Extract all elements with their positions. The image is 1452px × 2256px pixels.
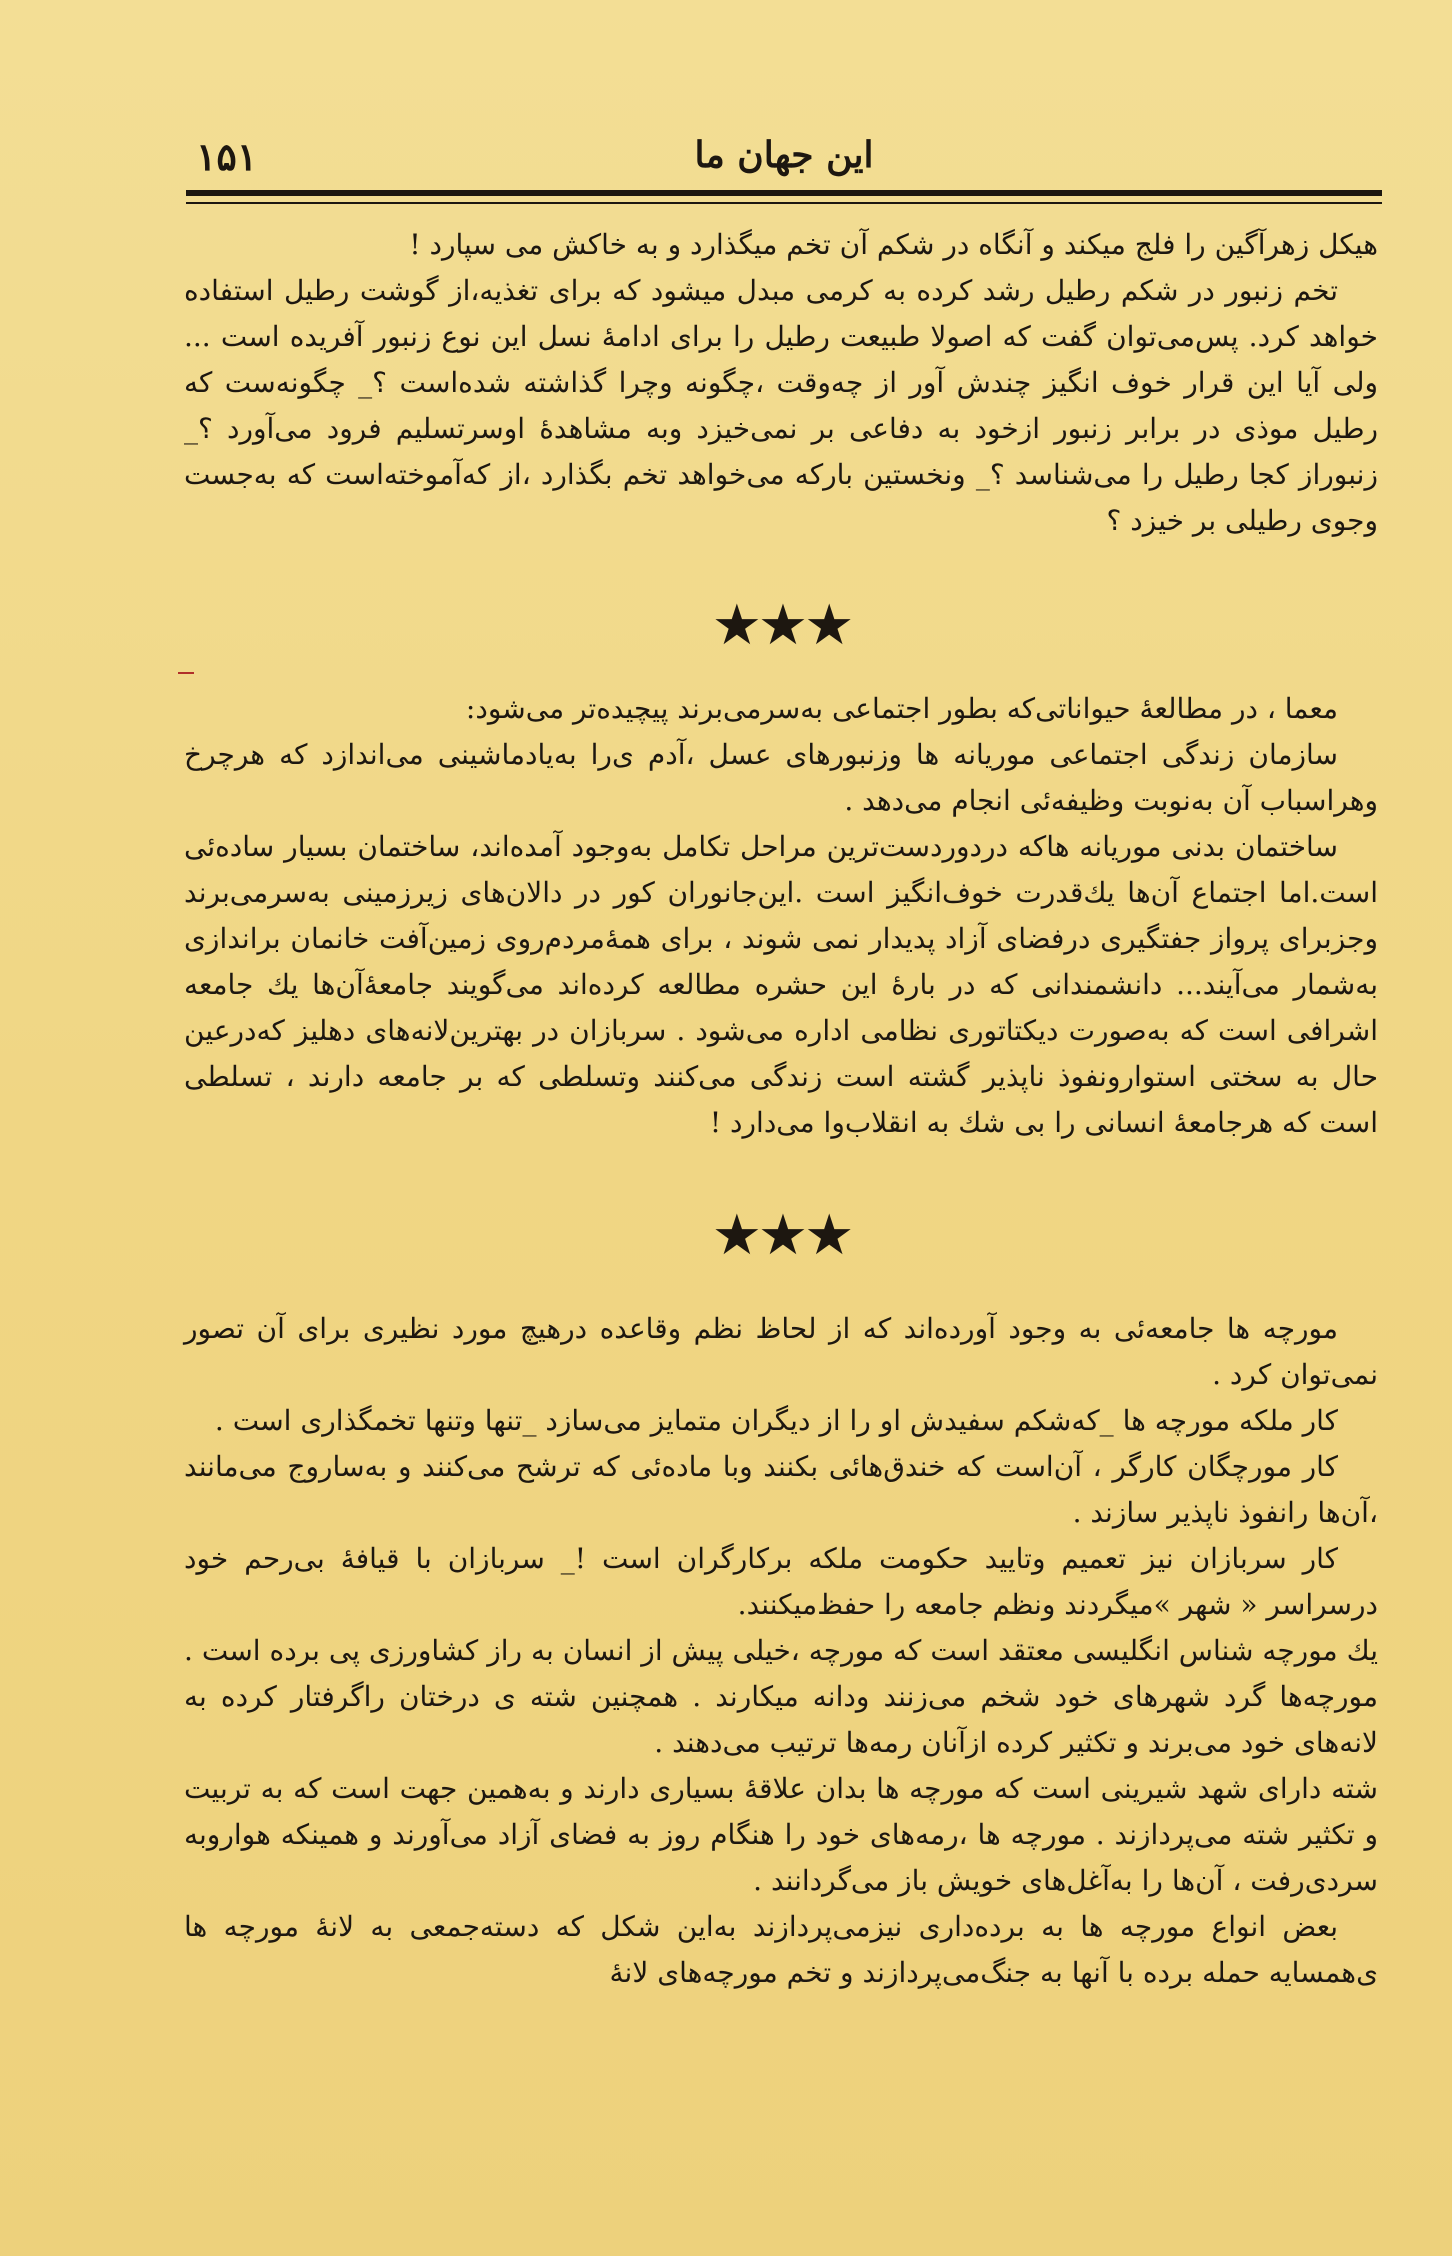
paragraph: تخم زنبور در شکم رطیل رشد کرده به کرمی مبدل میشود که برای تغذیه،از گوشت رطیل استفاده خواهد کرد. پس‌می‌توان گفت که اصولا طبیعت رطیل را برای ادامهٔ نسل این نوع زنبور آفریده است ... ولی آیا این قرار خوف انگیز چندش آور از چه‌وقت ،چگونه وچرا گذاشته شده‌است ؟_ چگونه‌ست که رطیل موذی در برابر زنبور ازخود به دفاعی بر نمی‌خیزد وبه مشاهدهٔ اوسرتسلیم فرود می‌آورد ؟_ زنبوراز کجا رطیل را می‌شناسد ؟_ ونخستین بارکه می‌خواهد تخم بگذارد ،از که‌آموخته‌است که به‌جست وجوی رطیلی بر خیزد ؟: [184, 274, 1378, 537]
paragraph: مورچه ها جامعه‌ئی به وجود آورده‌اند که از لحاظ نظم وقاعده درهیچ مورد نظیری برای آن تصور نمی‌توان کرد .: [184, 1312, 1378, 1391]
header-rule-thin: [186, 202, 1382, 204]
page-number: ۱۵۱: [196, 134, 258, 179]
section-separator-stars: ★★★: [711, 1203, 851, 1268]
body-text: [184, 222, 1378, 1996]
paragraph: هیکل زهرآگین را فلج میکند و آنگاه در شکم آن تخم میگذارد و به خاکش می سپارد !: [409, 228, 1378, 261]
paragraph: بعض انواع مورچه ها به برده‌داری نیزمی‌پردازند به‌این شکل که دسته‌جمعی به لانهٔ مورچه ها ی‌همسایه حمله برده با آنها به جنگ‌می‌پردازند و تخم مورچه‌های لانهٔ: [184, 1910, 1378, 1989]
paragraph: سازمان زندگی اجتماعی موریانه ها وزنبورهای عسل ،آدم ی‌را به‌یادماشینی می‌اندازد که هرچرخ وهراسباب آن به‌نوبت وظیفه‌ئی انجام می‌دهد .: [184, 738, 1378, 817]
paragraph: کار سربازان نیز تعمیم وتایید حکومت ملکه برکارگران است !_ سربازان با قیافهٔ بی‌رحم خود درسراسر « شهر »میگردند ونظم جامعه را حفظ‌میکنند.: [184, 1542, 1378, 1621]
running-title: این جهان ما: [694, 134, 874, 176]
paragraph: کار مورچگان کارگر ، آن‌است که خندق‌هائی بکنند وبا ماده‌ئی که ترشح می‌کنند و به‌ساروج می‌مانند ،آن‌ها رانفوذ ناپذیر سازند .: [184, 1450, 1378, 1529]
paragraph: کار ملکه مورچه ها _که‌شکم سفیدش او را از دیگران متمایز می‌سازد _تنها وتنها تخمگذاری است .: [214, 1404, 1338, 1437]
section-separator-stars: ★★★: [711, 593, 851, 658]
paragraph: ساختمان بدنی موریانه هاکه دردوردست‌ترین مراحل تکامل به‌وجود آمده‌اند، ساختمان بسیار ساده‌ئی است.اما اجتماع آن‌ها یك‌قدرت خوف‌انگیز است .این‌جانوران کور در دالان‌های زیرزمینی به‌سرمی‌برند وجزبرای پرواز جفتگیری درفضای آزاد پدیدار نمی شوند ، برای همهٔ‌مردم‌روی زمین‌آفت خانمان براندازی به‌شمار می‌آیند... دانشمندانی که در بارهٔ این حشره مطالعه کرده‌اند می‌گویند جامعهٔ‌آن‌ها یك جامعه اشرافی است که به‌صورت دیکتاتوری نظامی اداره می‌شود . سربازان در بهترین‌لانه‌های دهلیز که‌درعین حال به سختی استوارونفوذ ناپذیر گشته است زندگی می‌کنند وتسلطی که بر جامعه دارند ، تسلطی است که هرجامعهٔ انسانی را بی شك به انقلاب‌وا می‌دارد !: [184, 830, 1379, 1139]
page-header: [186, 128, 1382, 184]
paragraph: معما ، در مطالعهٔ حیواناتی‌که بطور اجتماعی به‌سرمی‌برند پیچیده‌تر می‌شود:: [465, 692, 1338, 725]
paragraph: شته دارای شهد شیرینی است که مورچه ها بدان علاقهٔ بسیاری دارند و به‌همین جهت است که به تربیت و تکثیر شته می‌پردازند . مورچه ها ،رمه‌های خود را هنگام روز به فضای آزاد می‌آورند و همینکه هواروبه سردی‌رفت ، آن‌ها را به‌آغل‌های خویش باز می‌گردانند .: [184, 1772, 1378, 1897]
paragraph: یك مورچه شناس انگلیسی معتقد است که مورچه ،خیلی پیش از انسان به راز کشاورزی پی برده است . مورچه‌ها گرد شهرهای خود شخم می‌زنند ودانه میکارند . همچنین شته ی درختان راگرفتار کرده به لانه‌های خود می‌برند و تکثیر کرده ازآنان رمه‌ها ترتیب می‌دهند .: [184, 1634, 1379, 1759]
header-rule-thick: [186, 190, 1382, 196]
